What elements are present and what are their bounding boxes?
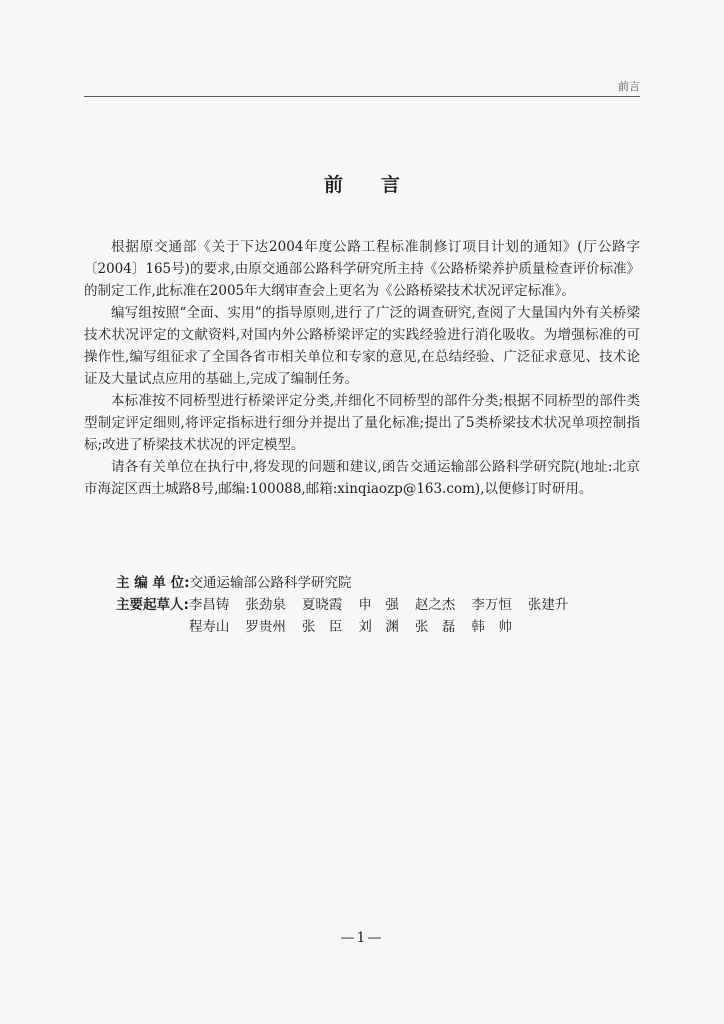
- paragraph: 本标准按不同桥型进行桥梁评定分类,并细化不同桥型的部件分类;根据不同桥型的部件类型制定评定细则,将评定指标进行细分并提出了量化标准;提出了5类桥梁技术状况单项控制指标;改进了桥梁技术状况的评定模型。: [84, 393, 640, 453]
- drafter-name: 申 强: [358, 597, 399, 613]
- drafters-label: 主要起草人:: [116, 597, 189, 613]
- drafter-name: 张 臣: [301, 619, 343, 635]
- page-title: 前言: [323, 174, 438, 196]
- drafter-name: 程寿山: [188, 619, 230, 635]
- editor-unit-label: 主 编 单 位:: [116, 575, 190, 591]
- paragraph: 请各有关单位在执行中,将发现的问题和建议,函告交通运输部公路科学研究院(地址:北京市海淀区西土城路8号,邮编:100088,邮箱:xinqiaozp@163.com),以便修订时研用。: [84, 459, 640, 497]
- page-number: —1—: [340, 930, 384, 946]
- drafters-row: [116, 594, 636, 638]
- drafter-name: 张建升: [527, 597, 569, 613]
- editor-unit-row: [116, 572, 636, 594]
- editor-unit-value: 交通运输部公路科学研究院: [189, 575, 352, 591]
- drafter-name: 李万恒: [471, 597, 512, 613]
- running-header: 前言: [618, 80, 640, 93]
- credits-block: [116, 572, 636, 638]
- drafter-name: 张劲泉: [245, 597, 286, 613]
- header-divider: [84, 96, 640, 97]
- drafters-list: [189, 594, 636, 638]
- drafter-name: 刘 渊: [358, 619, 399, 635]
- drafter-name: 韩 帅: [471, 619, 512, 635]
- drafter-name: 李昌铸: [188, 597, 230, 613]
- drafter-name: 夏晓霞: [301, 597, 343, 613]
- paragraph: 编写组按照“全面、实用”的指导原则,进行了广泛的调查研究,查阅了大量国内外有关桥梁技术状况评定的文献资料,对国内外公路桥梁评定的实践经验进行消化吸收。为增强标准的可操作性,编写组征求了全国各省市相关单位和专家的意见,在总结经验、广泛征求意见、技术论证及大量试点应用的基础上,完成了编制任务。: [84, 305, 640, 387]
- drafter-name: 赵之杰: [414, 597, 456, 613]
- drafter-name: 罗贵州: [245, 619, 286, 635]
- preface-body: [84, 236, 640, 500]
- drafter-name: 张 磊: [414, 619, 456, 635]
- paragraph: 根据原交通部《关于下达2004年度公路工程标准制修订项目计划的通知》(厅公路字〔2004〕165号)的要求,由原交通部公路科学研究所主持《公路桥梁养护质量检查评价标准》的制定工作,此标准在2005年大纲审查会上更名为《公路桥梁技术状况评定标准》。: [84, 239, 640, 299]
